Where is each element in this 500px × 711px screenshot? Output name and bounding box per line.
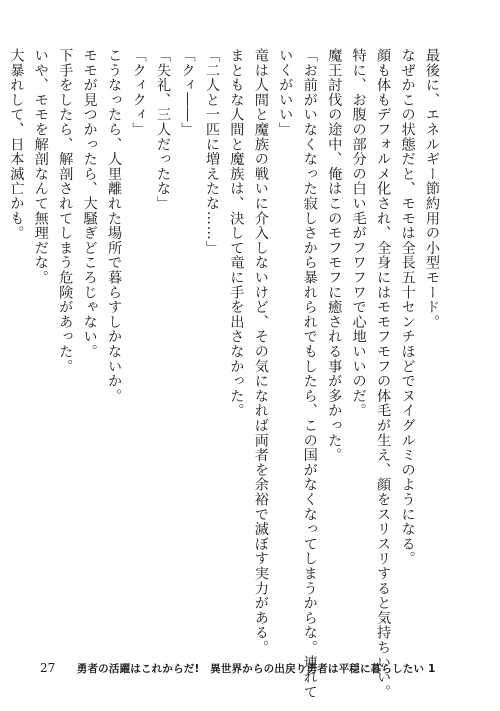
text-line: 「お前がいなくなった寂しさから暴れられでもしたら、この国がなくなってしまうからな。連れて: [301, 48, 318, 700]
text-line: なぜかこの状態だと、モモは全長五十センチほどでヌイグルミのようになる。: [399, 48, 416, 566]
text-line: 下手をしたら、解剖されてしまう危険があった。: [57, 48, 74, 374]
text-line: 「失礼、三人だったな」: [155, 48, 172, 211]
text-line: 魔王討伐の途中、俺はこのモフモフに癒される事が多かった。: [326, 48, 343, 463]
text-line: 「クィクィ」: [130, 48, 147, 137]
text-line: いや、モモを解剖なんて無理だな。: [32, 48, 49, 285]
text-line: 大暴れして、日本滅亡かも。: [8, 48, 25, 241]
text-line: 顔も体もデフォルメ化され、全身にはモモフモフの体毛が生え、顔をスリスリすると気持ちいい。: [375, 48, 392, 700]
text-line: 竜は人間と魔族の戦いに介入しないけど、その気になれば両者を余裕で滅ぼす実力がある。: [252, 48, 269, 655]
text-line: 特に、お腹の部分の白い毛がフワフワで心地いいのだ。: [350, 48, 367, 418]
text-line: こうなったら、人里離れた場所で暮らすしかないか。: [106, 48, 123, 404]
text-line: 「二人と一匹に増えたな……」: [203, 48, 220, 256]
running-title: 勇者の活躍はこれからだ! 異世界からの出戻り勇者は平穏に暮らしたい 1: [76, 663, 436, 675]
text-line: 「クィ――」: [179, 48, 196, 137]
page-number: 27: [40, 661, 56, 675]
text-line: モモが見つかったら、大騒ぎどころじゃない。: [81, 48, 98, 359]
text-line: まともな人間と魔族は、決して竜に手を出さなかった。: [228, 48, 245, 418]
text-line: いくがいい」: [277, 48, 294, 137]
page-footer: [40, 661, 436, 676]
text-line: 最後に、エネルギー節約用の小型モード。: [424, 48, 440, 330]
